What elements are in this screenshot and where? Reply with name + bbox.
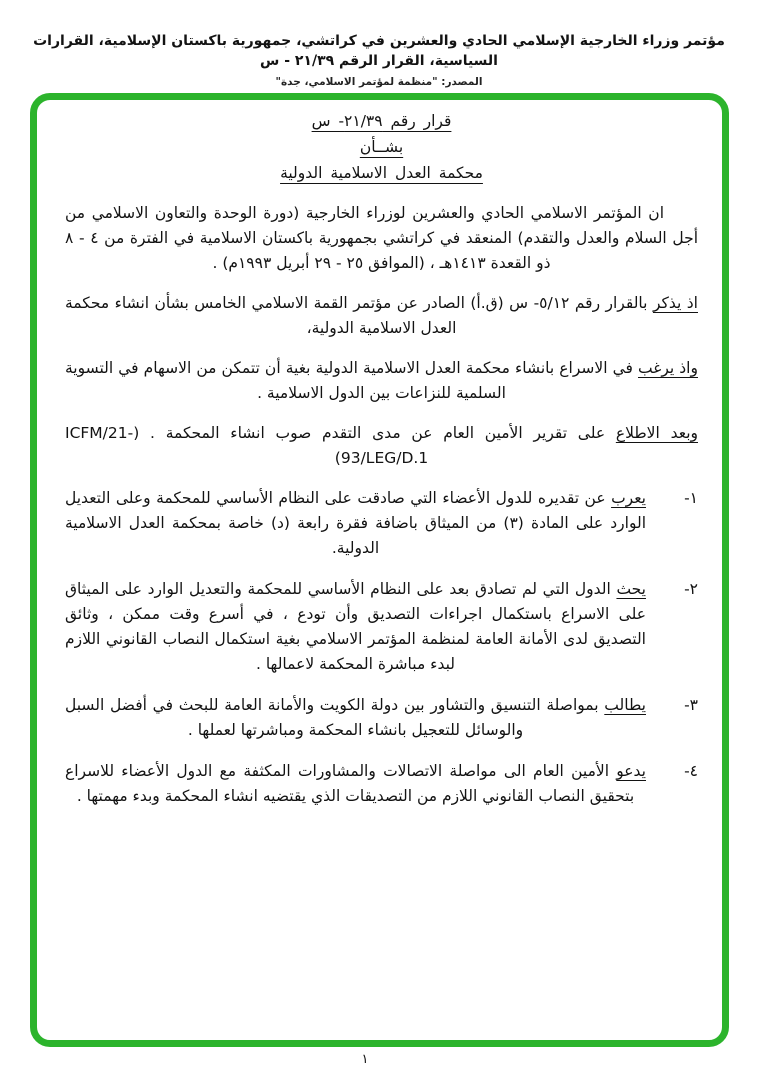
preamble-paragraph-4: [65, 421, 698, 471]
preamble-paragraph-4-lead: وبعد الاطلاع: [615, 424, 698, 442]
item-3-text: بمواصلة التنسيق والتشاور بين دولة الكويت والأمانة العامة للبحث في أفضل السبل والوسائل للتعجيل بانشاء المحكمة ومباشرتها لعملها .: [65, 696, 605, 739]
preamble-paragraph-1: [65, 201, 698, 276]
resolution-regarding-text: بشــأن: [359, 138, 404, 156]
preamble-paragraph-1-text: ان المؤتمر الاسلامي الحادي والعشرين لوزراء الخارجية (دورة الوحدة والتعاون الاسلامي من أجل السلام والعدل والتقدم) المنعقد في كراتشي بجمهورية باكستان الاسلامية في الفترة من ٤ - ٨ ذو القعدة ١٤١٣هـ ، (الموافق ٢٥ - ٢٩ أبريل ١٩٩٣م) .: [65, 204, 698, 272]
page-number: ١: [361, 1052, 369, 1067]
resolution-regarding-line: [65, 134, 698, 160]
item-2-text: الدول التي لم تصادق بعد على النظام الأساسي للمحكمة والتعديل الوارد على الميثاق على الاسراع باستكمال اجراءات التصديق وأن تودع ، في أسرع وقت ممكن ، وثائق التصديق لدى الأمانة العامة لمنظمة المؤتمر الاسلامي بغية استكمال النصاب القانوني اللازم لبدء مباشرة المحكمة لاعمالها .: [65, 580, 646, 673]
item-4-lead: يدعو: [616, 762, 646, 780]
item-2-lead: يحث: [616, 580, 646, 598]
item-1-body: [65, 486, 646, 561]
item-1-text: عن تقديره للدول الأعضاء التي صادقت على النظام الأساسي للمحكمة وعلى التعديل الوارد على المادة (٣) من الميثاق باضافة فقرة رابعة (د) خاصة بمحكمة العدل الاسلامية الدولية.: [65, 489, 646, 557]
resolution-number-line: [65, 108, 698, 134]
preamble-paragraph-3-lead: واذ يرغب: [638, 359, 698, 377]
preamble-paragraph-2-text: بالقرار رقم ٥/١٢- س (ق.أ) الصادر عن مؤتمر القمة الاسلامي الخامس بشأن انشاء محكمة العدل الاسلامية الدولية،: [65, 294, 653, 337]
item-3-body: [65, 693, 646, 743]
item-2-body: [65, 577, 646, 677]
item-1-lead: يعرب: [611, 489, 646, 507]
operative-item-1: [65, 486, 698, 561]
item-3-lead: يطالب: [604, 696, 646, 714]
document-header: [0, 31, 758, 88]
operative-item-3: [65, 693, 698, 743]
operative-item-4: [65, 759, 698, 809]
resolution-subject-text: محكمة العدل الاسلامية الدولية: [280, 164, 483, 182]
resolution-subject-line: [65, 160, 698, 186]
item-4-number: ٤-: [684, 762, 698, 780]
preamble-paragraph-3: [65, 356, 698, 406]
preamble-paragraph-2: [65, 291, 698, 341]
preamble-paragraph-2-lead: اذ يذكر: [652, 294, 698, 312]
green-border-frame: [30, 93, 729, 1047]
resolution-title-block: [65, 108, 698, 186]
operative-item-2: [65, 577, 698, 677]
resolution-number-text: قرار رقم ٢١/٣٩- س: [311, 112, 452, 130]
item-4-body: [65, 759, 646, 809]
header-citation: مؤتمر وزراء الخارجية الإسلامي الحادي والعشرين في كراتشي، جمهورية باكستان الإسلامية، القرارات السياسية، القرار الرقم ٢١/٣٩ - س: [33, 33, 725, 69]
resolution-content: [37, 100, 722, 809]
item-1-number: ١-: [684, 489, 698, 507]
preamble-paragraph-3-text: في الاسراع بانشاء محكمة العدل الاسلامية الدولية بغية أن تتمكن من الاسهام في التسوية السلمية للنزاعات بين الدول الاسلامية .: [65, 359, 638, 402]
item-3-number: ٣-: [684, 696, 698, 714]
header-source: المصدر: "منظمة لمؤتمر الاسلامي، جدة": [275, 76, 483, 88]
item-2-number: ٢-: [684, 580, 698, 598]
item-4-text: الأمين العام الى مواصلة الاتصالات والمشاورات المكثفة مع الدول الأعضاء للاسراع بتحقيق النصاب القانوني اللازم من التصديقات الذي يقتضيه انشاء المحكمة وبدء مهمتها .: [65, 762, 635, 805]
preamble-paragraph-4-text: على تقرير الأمين العام عن مدى التقدم صوب انشاء المحكمة . (ICFM/21-93/LEG/D.1): [65, 424, 616, 467]
